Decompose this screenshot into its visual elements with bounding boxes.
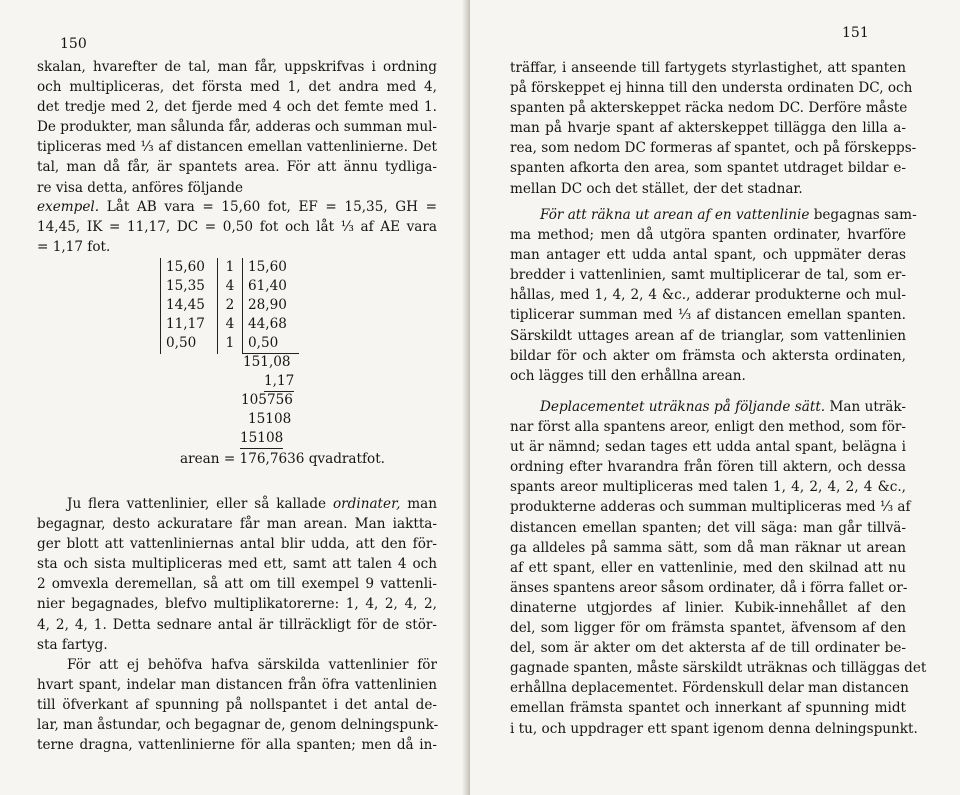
text-line: lar, man åstundar, och begagnar de, genom delningspunk- [37, 717, 439, 734]
text-line: 4, 2, 4, 1. Detta sednare antal är tillräckligt för de stör- [37, 616, 437, 633]
text-line: del, som är akter om det aktersta af de till ordinater be- [510, 640, 906, 657]
text-line: mellan DC och det stället, der det stadnar. [510, 180, 803, 197]
calc-cell: 15,60 [243, 258, 300, 277]
section-heading: För att räkna ut arean af en vattenlinie [540, 207, 810, 223]
text-line: begagnar, desto ackuratare får man arean. Man iaktta- [37, 516, 437, 533]
calc-multiplier: 1,17 [264, 372, 294, 392]
text-line: terne dragna, vattenlinierne för alla spanten; men då in- [37, 737, 437, 754]
paragraph [510, 58, 917, 199]
text-line: nier begagnades, blefvo multiplikatorerne: 1, 4, 2, 4, 2, [37, 596, 437, 613]
text-line: emellan främsta spantet och innerkant af spunning midt [510, 700, 906, 717]
text-line: Särskildt uttages arean af de trianglar, som vattenlinien [510, 327, 906, 344]
page-number: 151 [842, 25, 869, 41]
text-line: på förskeppet ej hinna till den understa ordinaten DC, och [510, 80, 913, 97]
text-line: man antager ett udda antal spant, och uppmäter deras [510, 247, 906, 264]
text-line: gagnade spanten, måste särskildt uträknas och tilläggas det [510, 660, 927, 677]
calc-cell: 1 [225, 335, 235, 352]
text-line: till öfverkant af spunning på nollspantet i det antal de- [37, 697, 437, 714]
calc-cell: 44,68 [243, 315, 300, 334]
text-line: i tu, och uppdrager ett spant igenom denna delningspunkt. [510, 720, 918, 737]
text-line: spanten afkorta den area, som spantet utdraget bildar e- [510, 160, 906, 177]
text-line [510, 205, 917, 225]
calc-row [161, 334, 300, 354]
calc-partial-product: 15108 [248, 411, 292, 427]
example-text: Låt AB vara = 15,60 fot, EF = 15,35, GH = [106, 199, 438, 215]
text-line: tiplicerar summan med ⅓ af distancen emellan spanten. [510, 307, 906, 324]
text-run: Man uträk- [829, 399, 906, 415]
text-line: För att ej behöfva hafva särskilda vattenlinier för [67, 657, 437, 673]
text-line: nar först alla spantens areor, enligt den method, som för- [510, 419, 906, 436]
calc-row [161, 277, 300, 296]
paragraph [37, 494, 437, 655]
text-line: hållas, med 1, 4, 2, 4 &c., adderar produkterne och mul- [510, 287, 906, 304]
paragraph [37, 57, 437, 198]
text-line: erhållna deplacementet. Fördenskull delar man distancen [510, 680, 909, 697]
example-paragraph [37, 197, 437, 257]
calc-sum: 151,08 [243, 354, 291, 370]
paragraph [510, 397, 927, 739]
calc-cell: 4 [225, 278, 235, 294]
text-run: begagnas sam- [813, 207, 917, 223]
text-line [37, 197, 437, 217]
text-line: De produkter, man sålunda får, adderas och summan mul- [37, 119, 438, 136]
text-line: bildar för och akter om främsta och aktersta ordinaten, [510, 347, 906, 364]
text-line: änses spantens areor såsom ordinater, då i förra fallet or- [510, 579, 908, 596]
text-line: re visa detta, anföres följande [37, 179, 244, 196]
text-line: 14,45, IK = 11,17, DC = 0,50 fot och låt ⅓ af AE vara [37, 219, 437, 236]
calc-cell: 1 [225, 259, 235, 275]
calc-cell: 15,60 [161, 258, 218, 277]
area-label: arean = [180, 451, 236, 467]
right-page [470, 0, 960, 795]
area-result [180, 450, 385, 469]
calc-cell: 4 [225, 316, 235, 332]
section-heading: Deplacementet uträknas på följande sätt. [540, 399, 826, 415]
text-line [37, 494, 437, 514]
calc-cell: 0,50 [161, 334, 218, 354]
calc-cell: 14,45 [161, 296, 218, 315]
paragraph [510, 205, 917, 386]
text-run: Ju flera vattenlinier, eller så kallade [67, 496, 327, 512]
text-line: hvart spant, indelar man distancen från öfra vattenlinien [37, 677, 437, 694]
text-line: 2 omvexla deremellan, så att om till exempel 9 vattenli- [37, 576, 437, 593]
text-line: spants areor multipliceras med talen 1, 4, 2, 4, 2, 4 &c., [510, 479, 906, 496]
calc-cell: 61,40 [243, 277, 300, 296]
text-line: produkterne adderas och summan multipliceras med ⅓ af [510, 499, 911, 516]
text-line: del, som ligger för om främsta spantet, äfvensom af den [510, 620, 906, 637]
page-number: 150 [60, 36, 87, 52]
text-line: ga alldeles på samma sätt, som då man räknar ut arean [510, 539, 906, 556]
text-line: dinaterne utgjordes af linier. Kubik-innehållet af den [510, 599, 906, 616]
text-line: = 1,17 fot. [37, 239, 111, 256]
text-line: bredder i vattenlinien, samt multiplicerar de tal, som er- [510, 267, 906, 284]
text-line: distancen emellan spanten; det vill säga: man går tillvä- [510, 519, 906, 536]
calc-cell: 15,35 [161, 277, 218, 296]
calc-cell: 2 [225, 297, 235, 313]
calculation-table [160, 258, 299, 354]
calc-cell: 0,50 [243, 334, 300, 354]
text-line: spanten på akterskeppet räcka nedom DC. Derföre måste [510, 100, 908, 117]
area-value: 176,7636 qvadratfot. [239, 451, 385, 467]
text-line: tal, man då får, är spantets area. För att ännu tydliga- [37, 159, 437, 176]
text-line: ordning efter hvarandra från fören till aktern, och dessa [510, 459, 906, 476]
text-line: sta och sista multipliceras med ett, samt att talen 4 och [37, 556, 437, 573]
text-line: träffar, i anseende till fartygets styrlastighet, att spanten [510, 60, 906, 76]
paragraph [37, 655, 437, 755]
text-line: tipliceras med ⅓ af distancen emellan vattenlinierne. Det [37, 139, 437, 156]
calc-row [161, 258, 300, 277]
left-page [0, 0, 470, 795]
text-run: man [407, 496, 438, 512]
calc-row [161, 296, 300, 315]
text-line: skalan, hvarefter de tal, man får, uppskrifvas i ordning [37, 59, 437, 75]
text-line [510, 397, 906, 417]
text-line: sta fartyg. [37, 636, 108, 653]
calc-partial-product: 105756 [241, 392, 293, 408]
calc-partial-product: 15108 [240, 429, 283, 449]
calc-row [161, 315, 300, 334]
text-line: rea, som nedom DC formeras af spantet, och på förskepps- [510, 140, 917, 157]
text-line: och lägges till den erhållna arean. [510, 367, 746, 384]
text-line: det tredje med 2, det fjerde med 4 och det femte med 1. [37, 99, 437, 116]
text-line: af ett spant, eller en vattenlinie, med den skilnad att nu [510, 559, 906, 576]
text-line: ma method; men då utgöra spanten ordinater, hvarföre [510, 227, 906, 244]
text-line: och multipliceras, det första med 1, det andra med 4, [37, 79, 437, 96]
text-line: ger blott att vattenliniernas antal blir udda, att den för- [37, 536, 437, 553]
text-line: ut är nämnd; sedan tages ett udda antal spant, belägna i [510, 439, 906, 456]
term-ordinater: ordinater, [332, 496, 401, 512]
calc-cell: 28,90 [243, 296, 300, 315]
example-label: exempel. [37, 199, 100, 215]
calc-cell: 11,17 [161, 315, 218, 334]
text-line: man på hvarje spant af akterskeppet tillägga den lilla a- [510, 120, 906, 137]
